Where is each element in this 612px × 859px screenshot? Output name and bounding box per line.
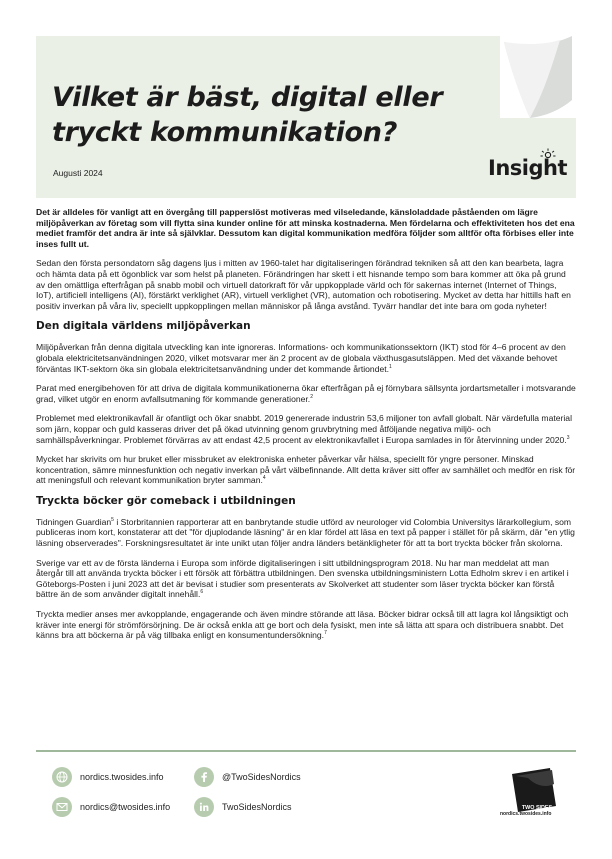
- insight-logo: [488, 148, 574, 188]
- paragraph-text: Sverige var ett av de första länderna i Europa som införde digitaliseringen i sitt utbildningsprogram 2018. Nu har man meddelat att man återgår till att använda tryckta böcker i ett försök att förbättra utbildningen. Den svenska utbildningsministern Lotta Edholm skrev i en artikel i Göteborgs-Posten i juni 2023 att det är bevisat i studier som presenterats av Skolverket att studenter som läser tryckta böcker kan förstå bättre än de som använder digitalt innehåll.: [36, 557, 569, 600]
- page-title: Vilket är bäst, digital eller tryckt kommunikation?: [52, 82, 443, 148]
- section-heading-printed-books: Tryckta böcker gör comeback i utbildningen: [36, 494, 296, 507]
- facebook-handle[interactable]: @TwoSidesNordics: [222, 772, 301, 782]
- brand-name: Insight: [488, 156, 567, 180]
- paragraph-text: Tidningen Guardian: [36, 516, 112, 527]
- page-curl-graphic: [500, 36, 576, 118]
- footnote-ref: 3: [566, 434, 570, 441]
- footer-email[interactable]: [52, 797, 170, 817]
- footnote-ref: 6: [200, 589, 204, 596]
- paragraph-1: Sedan den första persondatorn såg dagens ljus i mitten av 1960-talet har digitaliseringen förändrad tekniken så att den kan bearbeta, lagra och hämta data på ett ögonblick var som helst på planeten. Förändringen har skett i ett hisnande tempo som bara kommer att öka på grund av den omättliga efterfrågan på snabb mobil och virtuell datorkraft för vår uppkopplade värld och för sakernas internet (Internet of Things, IoT), artificiell intelligens (AI), förstärkt verklighet (AR), virtuell verklighet (VR), automation och robotisering. Mycket av detta har hittills haft en positiv inverkan på våra liv, speciellt uppkopplingen mellan människor på långa avstånd. Tyvärr handlar det inte bara om goda nyheter!: [36, 258, 571, 311]
- paragraph-5: [36, 454, 576, 486]
- footnote-ref: 4: [262, 475, 266, 482]
- paragraph-2: [36, 342, 576, 374]
- paragraph-text: Miljöpåverkan från denna digitala utveckling kan inte ignoreras. Informations- och kommunikationssektorn (IKT) stod för 4–6 procent av den globala elektricitetsanvändningen 2020, vilket motsvarar mer än 2 procent av de globala växthusgasutsläppen. Med det växande behovet förväntas IKT-sektorn öka sin globala elektricitetsanvändning under det kommande årtiondet.: [36, 342, 566, 374]
- logo-label: TWO SIDES: [521, 805, 553, 811]
- footnote-ref: 2: [310, 393, 313, 400]
- paragraph-text: Mycket har skrivits om hur bruket eller missbruket av elektroniska enheter påverkar vår hälsa, speciellt för yngre personer. Minskad koncentration, sämre minnesfunktion och negativ inverkan på vårt välbefinnande. Allt detta kräver sitt offer av samhället och medför en risk för att meningsfull och relevant kommunikation bryter samman.: [36, 454, 576, 486]
- footer-linkedin[interactable]: [194, 797, 292, 817]
- linkedin-icon: [194, 797, 214, 817]
- footer-divider: [36, 750, 576, 752]
- section-heading-environmental-impact: Den digitala världens miljöpåverkan: [36, 320, 251, 333]
- website-link[interactable]: nordics.twosides.info: [80, 772, 164, 782]
- paragraph-text: Tryckta medier anses mer avkopplande, engagerande och även mindre störande att läsa. Böcker bidrar också till att lagra kol långsiktigt och kräver inte energi för strömförsörjning. De är också enkla att ge bort och dela fysiskt, men inte så lätta att spara och distribuera snabbt. Det känns bra att böckerna är på väg tillbaka enligt en konsumentundersökning.: [36, 609, 569, 641]
- footnote-ref: 5: [111, 517, 114, 524]
- intro-paragraph: Det är alldeles för vanligt att en övergång till papperslöst motiveras med vilseledande, känsloladdade påståenden om lägre miljöpåverkan av företag som vill flytta sina kunder online för att minska kostnaderna. Men fördelarna och effektiviteten hos det ena mediet framför det andra är inte så självklar. Dessutom kan digital kommunikation medföra följder som alltför ofta förbises eller inte inses fullt ut.: [36, 207, 575, 249]
- header-banner: [36, 36, 576, 198]
- footer-facebook[interactable]: [194, 767, 301, 787]
- paragraph-7: [36, 558, 576, 600]
- footnote-ref: 1: [389, 363, 392, 370]
- linkedin-handle[interactable]: TwoSidesNordics: [222, 802, 292, 812]
- paragraph-6: [36, 517, 576, 549]
- envelope-icon: [52, 797, 72, 817]
- email-link[interactable]: nordics@twosides.info: [80, 802, 171, 812]
- publication-date: Augusti 2024: [53, 168, 103, 178]
- paragraph-text: i Storbritannien rapporterar att en banbrytande studie utförd av neurologer vid Colombia Universitys lärarkollegium, som publiceras inom kort, konstaterar att det "för djuplodande läsning" är en klar fördel att läsa en text på papper i stället för på skärm, där "en ytlig läsning observerades". Forskningsresultatet är inte unikt utan följer andra länders betänkligheter för att ta bort tryckta böcker från skolorna.: [36, 516, 575, 549]
- article-body: [36, 207, 576, 650]
- logo-url: nordics.twosides.info: [500, 811, 552, 817]
- footer-website[interactable]: [52, 767, 164, 787]
- paragraph-text: Problemet med elektronikavfall är ofantligt och ökar snabbt. 2019 genererade industrin 53,6 miljoner ton avfall globalt. När värdefulla material som järn, koppar och guld kasseras driver det på ökad utvinning genom gruvbrytning med åtföljande negativa miljö- och samhällspåverkningar. Problemet förvärras av att endast 42,5 procent av elektronikavfallet i Europa samlades in för återvinning under 2020.: [36, 413, 572, 445]
- globe-icon: [52, 767, 72, 787]
- paragraph-8: [36, 609, 576, 641]
- footnote-ref: 7: [324, 630, 327, 637]
- paragraph-3: [36, 383, 576, 404]
- facebook-icon: [194, 767, 214, 787]
- paragraph-text: Parat med energibehoven för att driva de digitala kommunikationerna ökar efterfrågan på ej förnybara sällsynta jordartsmetaller i motsvarande grad, vilket utgör en enorm avfallsutmaning för kommande generationer.: [36, 383, 576, 404]
- paragraph-4: [36, 413, 576, 445]
